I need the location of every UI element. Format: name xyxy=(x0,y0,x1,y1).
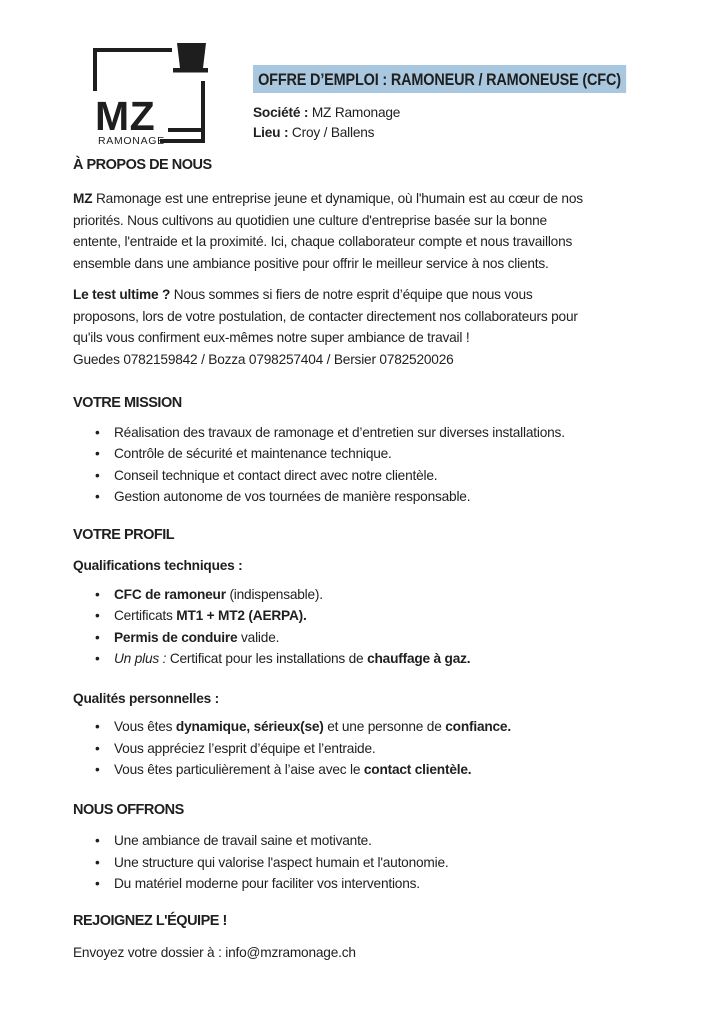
text-segment: confiance. xyxy=(445,719,511,734)
subheading-personal-qualities: Qualités personnelles : xyxy=(73,690,220,706)
text-segment: Vous appréciez l’esprit d’équipe et l’entraide. xyxy=(114,740,376,756)
text-segment: qu'ils vous confirment eux-mêmes notre super ambiance de travail ! xyxy=(73,330,470,345)
section-heading-offer: NOUS OFFRONS xyxy=(73,801,184,818)
text-segment: Le test ultime ? xyxy=(73,287,171,302)
text-segment: Réalisation des travaux de ramonage et d’entretien sur diverses installations. xyxy=(114,424,565,440)
list-item xyxy=(73,648,698,670)
text-segment: Guedes 0782159842 / Bozza 0798257404 / Bersier 0782520026 xyxy=(73,351,454,367)
list-item xyxy=(73,465,698,487)
location-line xyxy=(253,123,692,144)
header xyxy=(253,65,692,144)
offer-list xyxy=(73,830,698,895)
text-segment: Conseil technique et contact direct avec notre clientèle. xyxy=(114,467,438,483)
subheading-technical-qualifications: Qualifications techniques : xyxy=(73,557,243,573)
text-segment: Certificats xyxy=(114,608,177,623)
list-item xyxy=(73,584,698,606)
list-item xyxy=(73,852,698,874)
job-title-highlight: OFFRE D’EMPLOI : RAMONEUR / RAMONEUSE (CFC) xyxy=(253,65,626,93)
technical-qualifications-list xyxy=(73,584,698,670)
text-line xyxy=(73,284,698,306)
text-segment: Vous êtes particulièrement à l’aise avec le xyxy=(114,762,364,777)
text-segment: Permis de conduire xyxy=(114,629,238,645)
text-segment: dynamique, sérieux(se) xyxy=(175,719,324,734)
text-segment: Ramonage est une entreprise jeune et dynamique, où l'humain est au cœur de nos xyxy=(92,191,583,206)
company-line xyxy=(253,103,692,124)
text-segment: Certificat pour les installations de xyxy=(166,651,368,666)
about-paragraph-2 xyxy=(73,284,698,370)
text-line xyxy=(73,188,698,210)
text-line xyxy=(73,327,698,349)
text-segment: entente, l'entraide et la proximité. Ici, chaque collaborateur compte et nous travaillons xyxy=(73,234,573,249)
list-item xyxy=(73,873,698,895)
text-segment: priorités. Nous cultivons au quotidien une culture d'entreprise basée sur la bonne xyxy=(73,212,547,228)
list-item xyxy=(73,759,698,781)
list-item xyxy=(73,738,698,760)
job-meta xyxy=(253,103,692,144)
text-segment: Une structure qui valorise l'aspect humain et l'autonomie. xyxy=(114,854,449,870)
text-line xyxy=(73,306,698,328)
logo-monogram: MZ xyxy=(95,93,156,139)
text-segment: chauffage à gaz. xyxy=(367,651,471,666)
text-segment: Un plus : xyxy=(114,651,167,666)
text-segment: Une ambiance de travail saine et motivante. xyxy=(114,833,372,848)
text-segment: Croy / Ballens xyxy=(291,125,375,140)
text-segment: Contrôle de sécurité et maintenance technique. xyxy=(114,446,392,461)
text-segment: Société : xyxy=(253,104,312,120)
text-segment: ensemble dans une ambiance positive pour offrir le meilleur service à nos clients. xyxy=(73,255,549,271)
text-segment: Vous êtes xyxy=(114,719,176,734)
list-item xyxy=(73,605,698,627)
list-item xyxy=(73,627,698,649)
logo-wordmark: RAMONAGE xyxy=(98,135,165,147)
text-segment: (indispensable). xyxy=(225,586,323,602)
section-heading-profile: VOTRE PROFIL xyxy=(73,527,175,543)
list-item xyxy=(73,422,698,444)
list-item xyxy=(73,716,698,738)
list-item xyxy=(73,443,698,465)
job-title-row xyxy=(253,65,692,93)
mission-list xyxy=(73,422,698,508)
text-segment: proposons, lors de votre postulation, de contacter directement nos collaborateurs pour xyxy=(73,308,578,324)
personal-qualities-list xyxy=(73,716,698,781)
about-paragraph-1 xyxy=(73,188,698,274)
text-segment: Envoyez votre dossier à : info@mzramonage.ch xyxy=(73,944,356,960)
text-segment: et une personne de xyxy=(323,719,446,734)
text-segment: Lieu : xyxy=(253,125,292,140)
text-segment: MT1 + MT2 (AERPA). xyxy=(176,608,307,623)
contact-line xyxy=(73,942,698,964)
text-line xyxy=(73,349,698,371)
text-segment: contact clientèle. xyxy=(363,762,472,777)
text-line xyxy=(73,231,698,253)
text-segment: Nous sommes si fiers de notre esprit d’équipe que nous vous xyxy=(170,287,533,302)
text-line xyxy=(73,253,698,275)
text-segment: Gestion autonome de vos tournées de manière responsable. xyxy=(114,489,471,504)
text-line xyxy=(73,210,698,232)
text-segment: MZ Ramonage xyxy=(311,104,401,120)
list-item xyxy=(73,486,698,508)
text-segment: CFC de ramoneur xyxy=(114,586,226,602)
section-heading-about: À PROPOS DE NOUS xyxy=(73,156,212,173)
section-heading-join: REJOIGNEZ L'ÉQUIPE ! xyxy=(73,912,227,929)
text-segment: valide. xyxy=(237,629,280,645)
list-item xyxy=(73,830,698,852)
company-logo xyxy=(88,40,216,158)
text-segment: Du matériel moderne pour faciliter vos interventions. xyxy=(114,876,420,891)
section-heading-mission: VOTRE MISSION xyxy=(73,395,182,411)
text-segment: MZ xyxy=(73,191,93,206)
